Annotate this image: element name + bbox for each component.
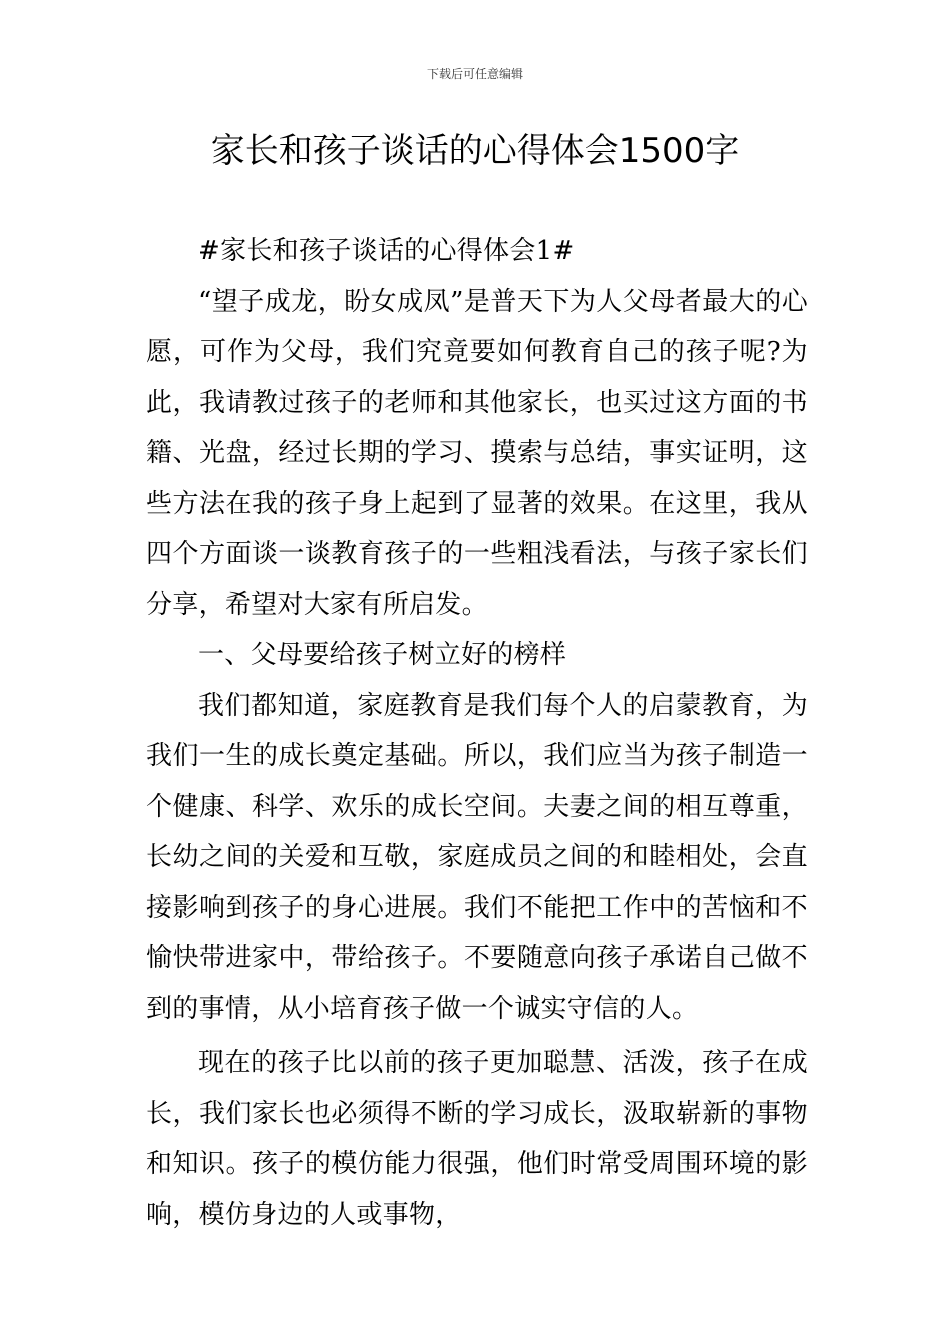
- document-title: 家长和孩子谈话的心得体会1500字: [210, 131, 740, 171]
- section-heading: 一、父母要给孩子树立好的榜样: [198, 640, 567, 670]
- document-body: [146, 226, 808, 1240]
- body-paragraph: 我们都知道，家庭教育是我们每个人的启蒙教育，为我们一生的成长奠定基础。所以，我们应当为孩子制造一个健康、科学、欢乐的成长空间。夫妻之间的相互尊重，长幼之间的关爱和互敬，家庭成员之间的和睦相处，会直接影响到孩子的身心进展。我们不能把工作中的苦恼和不愉快带进家中，带给孩子。不要随意向孩子承诺自己做不到的事情，从小培育孩子做一个诚实守信的人。: [146, 690, 808, 1024]
- body-paragraph: “望子成龙，盼女成凤”是普天下为人父母者最大的心愿，可作为父母，我们究竟要如何教育自己的孩子呢?为此，我请教过孩子的老师和其他家长，也买过这方面的书籍、光盘，经过长期的学习、摸索与总结，事实证明，这些方法在我的孩子身上起到了显著的效果。在这里，我从四个方面谈一谈教育孩子的一些粗浅看法，与孩子家长们分享，希望对大家有所启发。: [146, 286, 808, 620]
- body-paragraph: 现在的孩子比以前的孩子更加聪慧、活泼，孩子在成长，我们家长也必须得不断的学习成长，汲取崭新的事物和知识。孩子的模仿能力很强，他们时常受周围环境的影响，模仿身边的人或事物，: [146, 1048, 808, 1230]
- header-note: 下载后可任意编辑: [426, 67, 523, 81]
- section-heading: #家长和孩子谈话的心得体会1#: [198, 236, 575, 266]
